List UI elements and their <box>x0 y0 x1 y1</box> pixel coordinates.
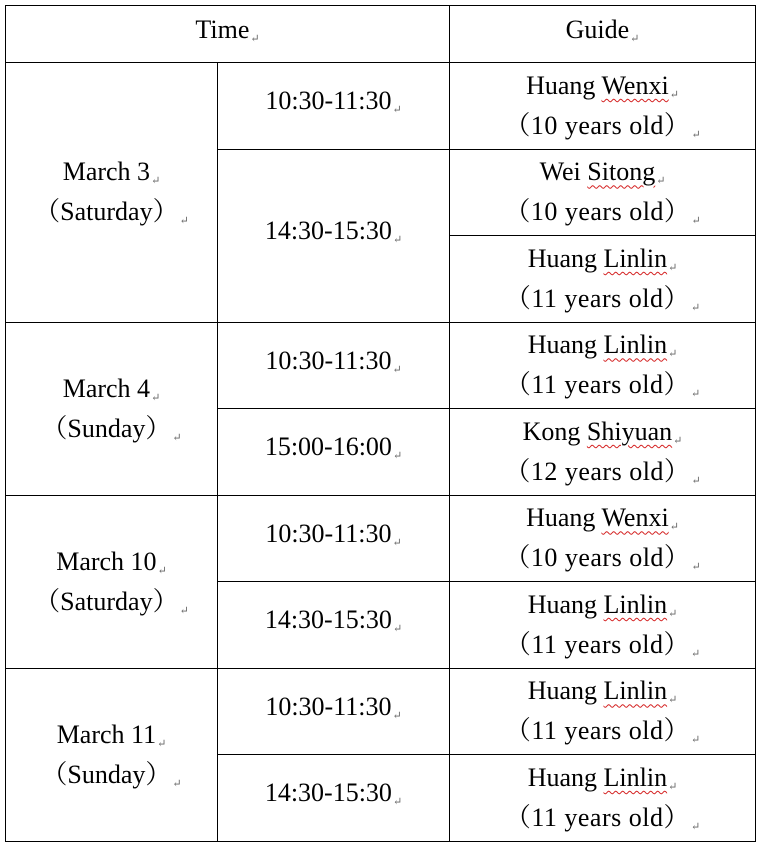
header-row <box>6 6 756 63</box>
paragraph-mark-icon: ↵ <box>392 363 402 376</box>
guide-age-line <box>450 365 755 405</box>
guide-age-line <box>450 798 755 838</box>
time-slot-text: 10:30-11:30 <box>265 518 392 548</box>
guide-first-name: Huang <box>527 243 598 273</box>
paragraph-mark-icon: ↵ <box>668 694 678 707</box>
time-slot-text: 10:30-11:30 <box>265 345 392 375</box>
time-slot-cell <box>218 582 450 669</box>
paragraph-mark-icon: ↵ <box>690 734 701 747</box>
guide-last-name: Linlin <box>603 330 668 360</box>
paragraph-mark-icon: ↵ <box>250 32 260 45</box>
date-line <box>6 152 217 192</box>
paragraph-mark-icon: ↵ <box>157 737 167 750</box>
guide-name-line <box>450 239 755 279</box>
guide-cell <box>450 582 756 669</box>
guide-header: Guide <box>565 14 630 44</box>
schedule-table <box>5 5 756 842</box>
date-cell <box>6 668 218 841</box>
date-cell <box>6 322 218 495</box>
time-slot-text: 10:30-11:30 <box>265 86 392 116</box>
paragraph-mark-icon: ↵ <box>690 820 701 833</box>
schedule-body <box>6 6 756 842</box>
paragraph-mark-icon: ↵ <box>691 128 701 141</box>
paragraph-mark-icon: ↵ <box>172 431 182 444</box>
guide-cell <box>450 755 756 842</box>
paragraph-mark-icon: ↵ <box>690 647 701 660</box>
guide-last-name: Wenxi <box>601 70 669 100</box>
guide-name-line <box>450 671 755 711</box>
guide-cell <box>450 322 756 409</box>
guide-age-line <box>450 452 755 492</box>
date-text: March 10 <box>56 546 157 576</box>
guide-last-name: Linlin <box>603 676 668 706</box>
guide-age: （11 years old） <box>504 370 690 400</box>
weekday-text: （Sunday） <box>41 759 172 789</box>
time-slot-text: 14:30-15:30 <box>264 605 392 635</box>
guide-last-name: Linlin <box>603 243 668 273</box>
date-text: March 4 <box>62 373 151 403</box>
guide-name-line <box>450 585 755 625</box>
guide-first-name: Huang <box>527 589 598 619</box>
weekday-line <box>6 192 217 232</box>
guide-name-line <box>450 152 755 192</box>
date-cell <box>6 495 218 668</box>
guide-last-name: Wenxi <box>601 503 669 533</box>
guide-name-line <box>450 498 755 538</box>
guide-first-name: Huang <box>526 70 596 100</box>
schedule-row <box>6 495 756 582</box>
time-slot-text: 15:00-16:00 <box>264 432 392 462</box>
paragraph-mark-icon: ↵ <box>656 175 666 188</box>
guide-cell <box>450 149 756 236</box>
guide-last-name: Sitong <box>587 157 656 187</box>
guide-age: （10 years old） <box>504 543 691 573</box>
date-line <box>6 715 217 755</box>
guide-age-line <box>450 192 755 232</box>
guide-age: （10 years old） <box>504 197 691 227</box>
guide-first-name: Wei <box>539 157 581 187</box>
date-line <box>6 369 217 409</box>
guide-age-line <box>450 279 755 319</box>
date-text: March 11 <box>56 719 157 749</box>
date-cell <box>6 63 218 323</box>
guide-first-name: Huang <box>527 330 598 360</box>
time-header: Time <box>195 14 250 44</box>
paragraph-mark-icon: ↵ <box>669 88 679 101</box>
paragraph-mark-icon: ↵ <box>669 521 679 534</box>
guide-age-line <box>450 711 755 751</box>
paragraph-mark-icon: ↵ <box>172 777 182 790</box>
guide-first-name: Huang <box>526 503 596 533</box>
guide-age: （11 years old） <box>504 716 690 746</box>
guide-cell <box>450 236 756 323</box>
weekday-text: （Saturday） <box>34 197 179 227</box>
paragraph-mark-icon: ↵ <box>392 536 402 549</box>
guide-first-name: Huang <box>527 676 598 706</box>
time-slot-cell <box>218 495 450 582</box>
paragraph-mark-icon: ↵ <box>691 474 701 487</box>
paragraph-mark-icon: ↵ <box>668 780 678 793</box>
paragraph-mark-icon: ↵ <box>392 104 402 117</box>
guide-name-line <box>450 66 755 106</box>
paragraph-mark-icon: ↵ <box>673 434 683 447</box>
paragraph-mark-icon: ↵ <box>151 175 161 188</box>
time-slot-cell <box>218 149 450 322</box>
guide-age: （11 years old） <box>504 802 690 832</box>
paragraph-mark-icon: ↵ <box>392 709 402 722</box>
guide-name-line <box>450 758 755 798</box>
guide-cell <box>450 668 756 755</box>
guide-name-line <box>450 325 755 365</box>
guide-age: （11 years old） <box>504 629 690 659</box>
paragraph-mark-icon: ↵ <box>392 234 403 246</box>
time-slot-cell <box>218 409 450 496</box>
schedule-row <box>6 668 756 755</box>
paragraph-mark-icon: ↵ <box>392 623 403 636</box>
guide-cell <box>450 409 756 496</box>
time-header-cell <box>6 6 450 63</box>
weekday-text: （Saturday） <box>34 586 179 616</box>
schedule-row <box>6 63 756 150</box>
weekday-line <box>6 755 217 795</box>
guide-age: （11 years old） <box>504 283 690 313</box>
paragraph-mark-icon: ↵ <box>179 604 189 617</box>
paragraph-mark-icon: ↵ <box>179 215 189 228</box>
date-text: March 3 <box>62 157 151 187</box>
paragraph-mark-icon: ↵ <box>691 215 701 228</box>
guide-name-line <box>450 412 755 452</box>
paragraph-mark-icon: ↵ <box>668 261 678 274</box>
paragraph-mark-icon: ↵ <box>691 561 701 574</box>
paragraph-mark-icon: ↵ <box>668 607 678 620</box>
guide-age-line <box>450 106 755 146</box>
time-slot-cell <box>218 755 450 842</box>
time-slot-cell <box>218 322 450 409</box>
guide-age-line <box>450 625 755 665</box>
time-slot-text: 14:30-15:30 <box>264 778 392 808</box>
time-slot-cell <box>218 63 450 150</box>
guide-age-line <box>450 538 755 578</box>
guide-age: （10 years old） <box>504 110 691 140</box>
paragraph-mark-icon: ↵ <box>151 391 161 404</box>
paragraph-mark-icon: ↵ <box>630 32 640 45</box>
guide-first-name: Huang <box>527 762 598 792</box>
paragraph-mark-icon: ↵ <box>392 796 403 809</box>
time-slot-text: 14:30-15:30 <box>264 216 392 245</box>
weekday-line <box>6 409 217 449</box>
weekday-text: （Sunday） <box>41 413 172 443</box>
guide-cell <box>450 495 756 582</box>
guide-first-name: Kong <box>522 416 581 446</box>
time-slot-text: 10:30-11:30 <box>265 691 392 721</box>
guide-age: （12 years old） <box>504 456 691 486</box>
paragraph-mark-icon: ↵ <box>157 564 167 577</box>
paragraph-mark-icon: ↵ <box>392 450 403 463</box>
paragraph-mark-icon: ↵ <box>690 301 701 314</box>
guide-header-cell <box>450 6 756 63</box>
schedule-row <box>6 322 756 409</box>
paragraph-mark-icon: ↵ <box>668 348 678 361</box>
weekday-line <box>6 582 217 622</box>
paragraph-mark-icon: ↵ <box>690 388 701 401</box>
guide-cell <box>450 63 756 150</box>
time-slot-cell <box>218 668 450 755</box>
guide-last-name: Shiyuan <box>586 416 673 446</box>
guide-last-name: Linlin <box>603 589 668 619</box>
date-line <box>6 542 217 582</box>
guide-last-name: Linlin <box>603 762 668 792</box>
